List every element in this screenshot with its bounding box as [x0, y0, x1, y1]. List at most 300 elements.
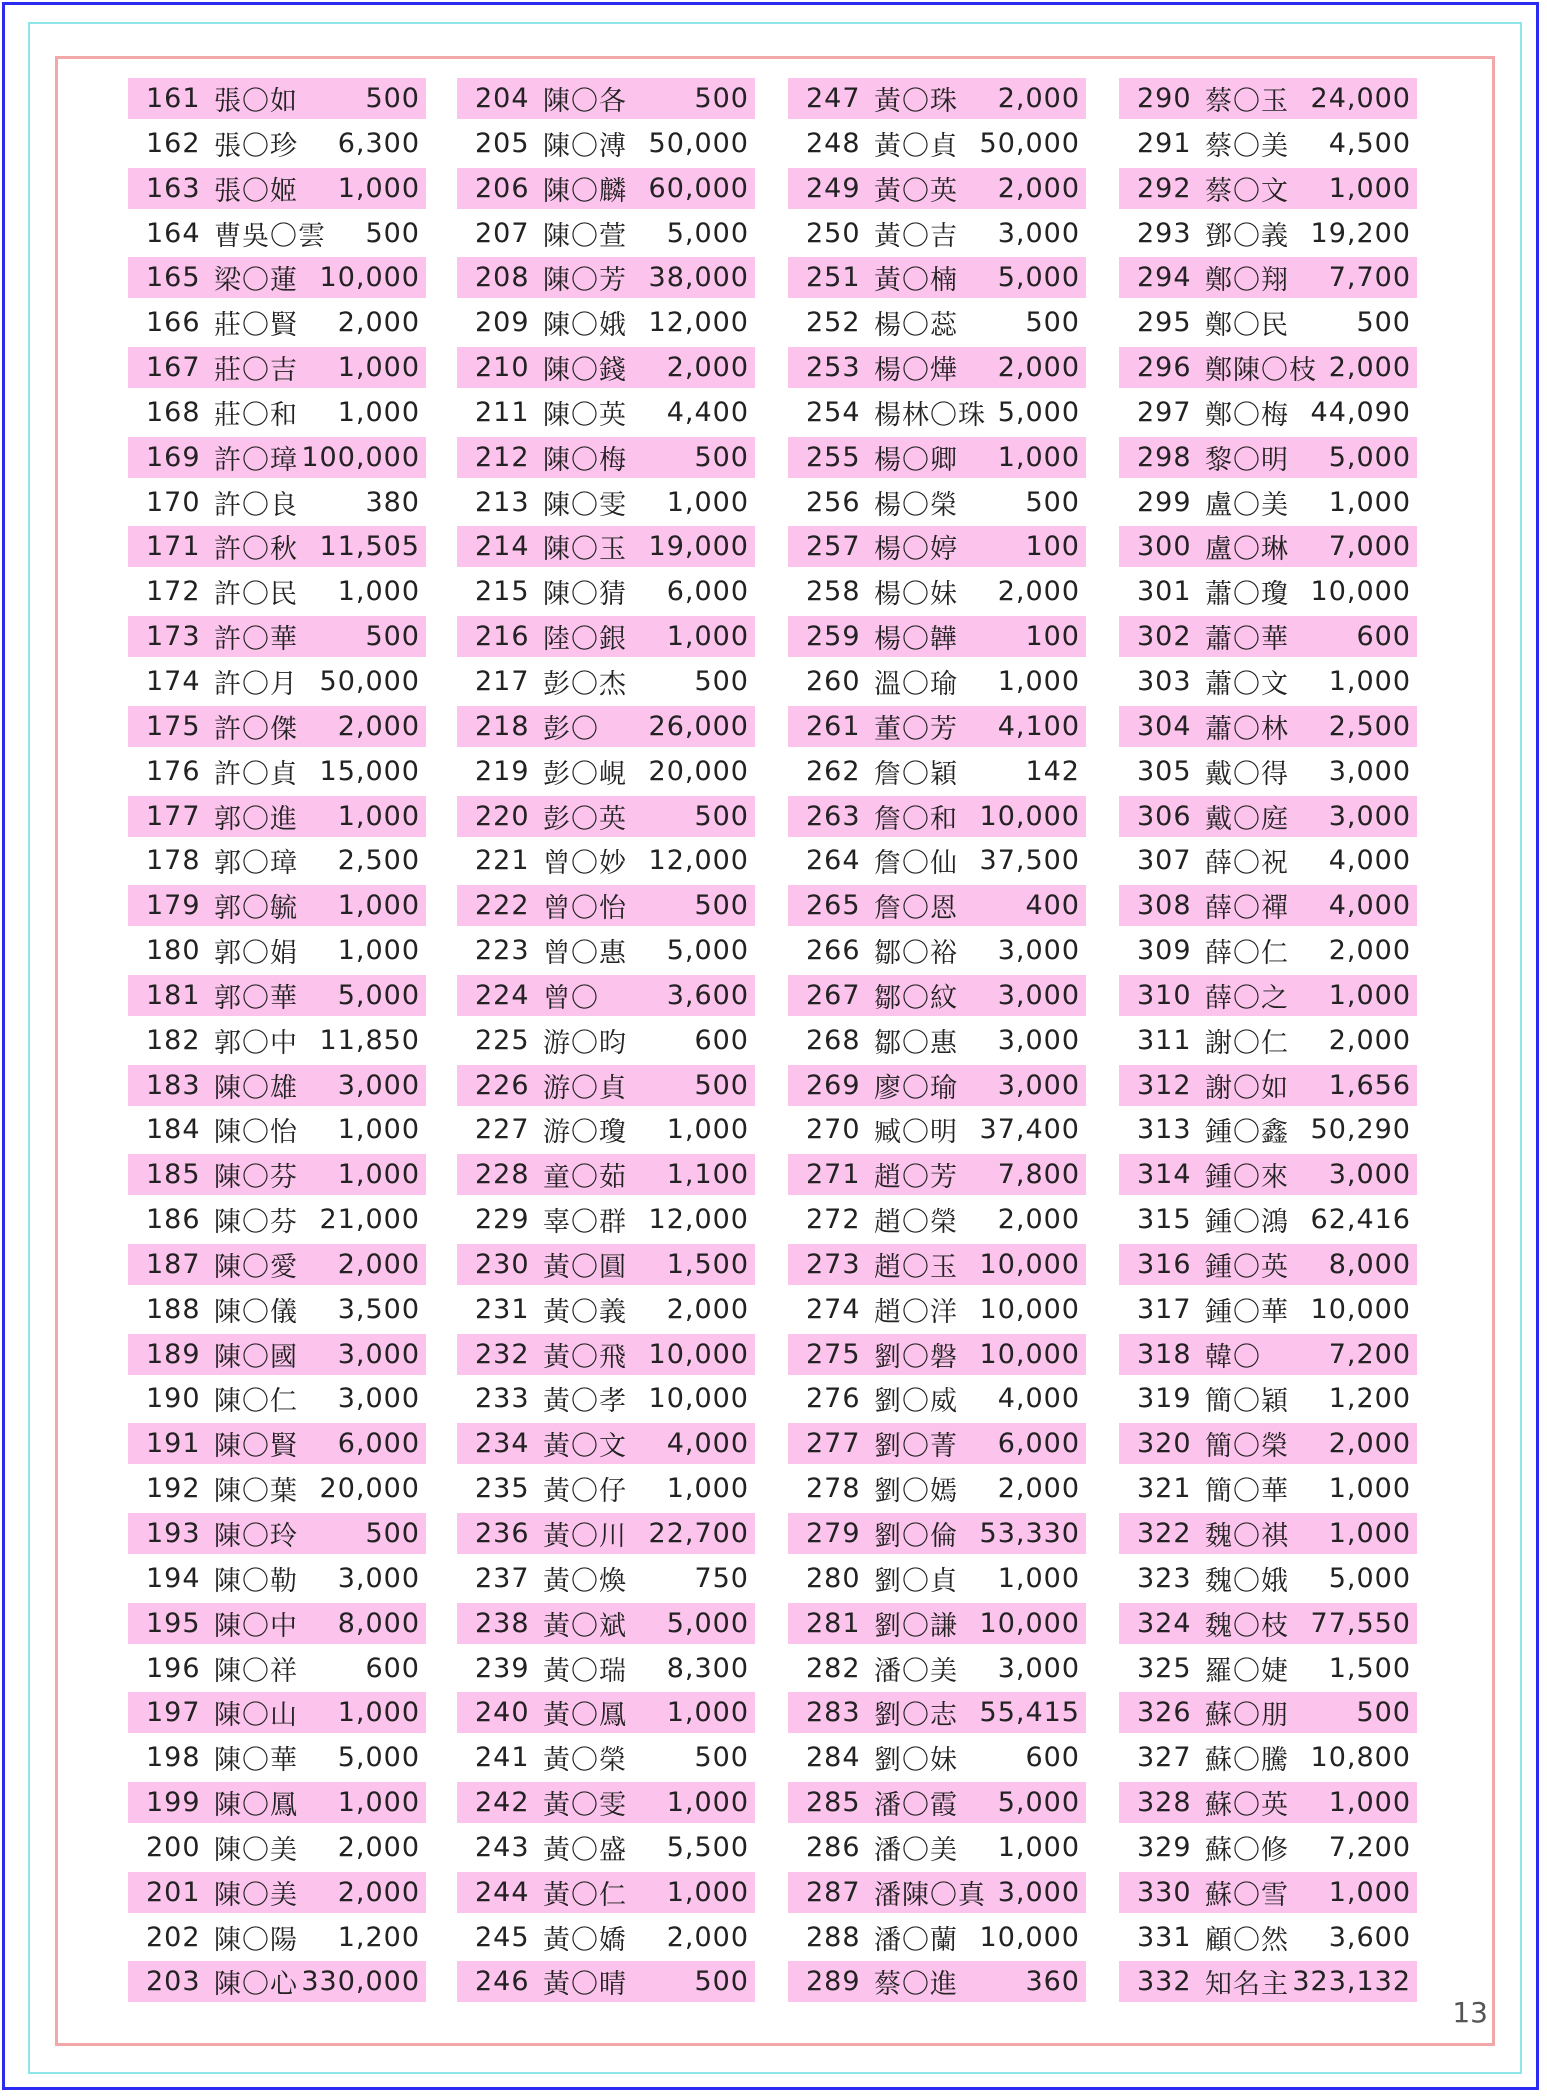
- donor-name: 薛〇禪: [1205, 893, 1289, 925]
- donor-number: 299: [1137, 486, 1192, 518]
- donor-number: 198: [146, 1742, 201, 1774]
- donation-amount: 1,000: [997, 1831, 1080, 1863]
- donor-row: [788, 1378, 1086, 1419]
- donor-row: [788, 1468, 1086, 1509]
- donor-name: 陳〇愛: [214, 1251, 298, 1283]
- donor-row: [128, 168, 426, 209]
- donor-row: [457, 751, 755, 792]
- donation-amount: 21,000: [319, 1204, 420, 1236]
- donor-row: [457, 1917, 755, 1958]
- donation-amount: 1,000: [666, 621, 749, 653]
- donation-amount: 3,000: [997, 1024, 1080, 1056]
- donor-row: [457, 392, 755, 433]
- donor-number: 193: [146, 1518, 201, 1549]
- donor-number: 312: [1137, 1069, 1192, 1101]
- donor-number: 161: [146, 83, 201, 114]
- donor-number: 298: [1137, 441, 1192, 473]
- donation-amount: 7,200: [1328, 1831, 1411, 1863]
- donor-number: 226: [475, 1069, 530, 1101]
- donor-number: 215: [475, 576, 530, 608]
- donor-number: 194: [146, 1562, 201, 1594]
- donation-amount: 7,700: [1328, 262, 1411, 294]
- donation-amount: 3,500: [337, 1293, 420, 1325]
- donor-row: [788, 1603, 1086, 1644]
- donation-amount: 4,000: [1328, 890, 1411, 922]
- donation-amount: 77,550: [1310, 1607, 1411, 1639]
- donor-row: [1119, 1558, 1417, 1599]
- donor-name: 戴〇得: [1205, 758, 1289, 790]
- donor-row: [457, 1468, 755, 1509]
- donor-name: 鄭陳〇枝: [1205, 355, 1317, 387]
- donor-row: [1119, 1782, 1417, 1823]
- donor-row: [1119, 168, 1417, 209]
- donor-row: [788, 1020, 1086, 1061]
- donor-row: [788, 796, 1086, 837]
- donation-amount: 1,200: [1328, 1383, 1411, 1415]
- donor-name: 游〇瓊: [543, 1117, 627, 1149]
- donor-row: [128, 1289, 426, 1330]
- donor-name: 楊〇卿: [874, 444, 958, 476]
- donor-number: 231: [475, 1293, 530, 1325]
- donation-amount: 330,000: [301, 1966, 420, 1998]
- donor-name: 童〇茹: [543, 1162, 627, 1194]
- donor-row: [788, 1513, 1086, 1554]
- donor-number: 304: [1137, 710, 1192, 742]
- donor-number: 290: [1137, 83, 1192, 114]
- donation-amount: 500: [365, 217, 420, 249]
- donor-row: [1119, 213, 1417, 254]
- donation-amount: 4,000: [997, 1383, 1080, 1415]
- donor-name: 楊〇妹: [874, 579, 958, 611]
- donor-row: [128, 661, 426, 702]
- donor-name: 劉〇嫣: [874, 1476, 958, 1508]
- donation-amount: 20,000: [648, 755, 749, 787]
- donor-name: 曾〇怡: [543, 893, 627, 925]
- donor-name: 郭〇璋: [214, 848, 298, 880]
- donation-amount: 38,000: [648, 262, 749, 294]
- donation-amount: 1,000: [337, 800, 420, 832]
- donor-row: [1119, 437, 1417, 478]
- donor-row: [128, 1154, 426, 1195]
- donation-amount: 50,000: [319, 665, 420, 697]
- donor-row: [1119, 885, 1417, 926]
- donor-row: [1119, 302, 1417, 343]
- donor-name: 陳〇錢: [543, 355, 627, 387]
- donor-row: [457, 885, 755, 926]
- donation-amount: 2,000: [997, 1204, 1080, 1236]
- donor-number: 166: [146, 307, 201, 339]
- donor-number: 269: [806, 1069, 861, 1101]
- donor-name: 黃〇義: [543, 1296, 627, 1328]
- donor-name: 蔡〇玉: [1205, 86, 1289, 117]
- donor-number: 256: [806, 486, 861, 518]
- donor-name: 陳〇娥: [543, 310, 627, 342]
- donor-number: 196: [146, 1652, 201, 1684]
- donor-row: [457, 1289, 755, 1330]
- donor-name: 簡〇華: [1205, 1476, 1289, 1508]
- donation-amount: 1,000: [1328, 665, 1411, 697]
- donor-row: [788, 78, 1086, 119]
- donor-row: [128, 975, 426, 1016]
- donation-amount: 8,300: [666, 1652, 749, 1684]
- donor-row: [128, 392, 426, 433]
- donation-amount: 1,000: [666, 1697, 749, 1729]
- donor-name: 郭〇華: [214, 982, 298, 1014]
- donor-name: 蔡〇文: [1205, 175, 1289, 207]
- donor-name: 陳〇玉: [543, 534, 627, 566]
- donation-amount: 5,000: [997, 262, 1080, 294]
- donor-number: 300: [1137, 531, 1192, 563]
- donation-amount: 6,000: [337, 1428, 420, 1460]
- donor-name: 黃〇吉: [874, 220, 958, 252]
- donor-number: 291: [1137, 127, 1192, 159]
- donor-row: [788, 885, 1086, 926]
- donor-number: 241: [475, 1742, 530, 1774]
- donation-amount: 2,000: [666, 1921, 749, 1953]
- donation-amount: 60,000: [648, 172, 749, 204]
- donor-number: 315: [1137, 1204, 1192, 1236]
- donor-number: 168: [146, 396, 201, 428]
- donation-amount: 50,000: [648, 127, 749, 159]
- donor-name: 游〇昀: [543, 1027, 627, 1059]
- donor-number: 162: [146, 127, 201, 159]
- donation-amount: 6,000: [997, 1428, 1080, 1460]
- donor-row: [788, 1827, 1086, 1868]
- donor-number: 199: [146, 1787, 201, 1819]
- donor-row: [128, 257, 426, 298]
- donor-number: 274: [806, 1293, 861, 1325]
- donor-number: 217: [475, 665, 530, 697]
- donor-row: [1119, 1244, 1417, 1285]
- donation-amount: 1,000: [1328, 172, 1411, 204]
- donor-number: 311: [1137, 1024, 1192, 1056]
- donation-amount: 1,000: [337, 576, 420, 608]
- donation-amount: 1,000: [666, 486, 749, 518]
- donation-amount: 19,000: [648, 531, 749, 563]
- donor-name: 陳〇雄: [214, 1072, 298, 1104]
- donor-name: 薛〇之: [1205, 982, 1289, 1014]
- donor-name: 陳〇溥: [543, 130, 627, 162]
- donation-amount: 1,000: [1328, 1473, 1411, 1505]
- donation-amount: 3,000: [337, 1338, 420, 1370]
- donation-amount: 62,416: [1310, 1204, 1411, 1236]
- donor-row: [128, 616, 426, 657]
- donor-row: [788, 1737, 1086, 1778]
- donor-name: 游〇貞: [543, 1072, 627, 1104]
- donor-row: [788, 751, 1086, 792]
- donation-amount: 500: [694, 890, 749, 922]
- donor-number: 294: [1137, 262, 1192, 294]
- donor-number: 250: [806, 217, 861, 249]
- donor-number: 314: [1137, 1159, 1192, 1191]
- donor-row: [128, 78, 426, 119]
- donor-number: 229: [475, 1204, 530, 1236]
- donation-amount: 55,415: [979, 1697, 1080, 1729]
- donor-row: [128, 1423, 426, 1464]
- donor-row: [788, 661, 1086, 702]
- donation-amount: 1,200: [337, 1921, 420, 1953]
- donor-row: [457, 302, 755, 343]
- donor-row: [1119, 1872, 1417, 1913]
- donor-number: 273: [806, 1248, 861, 1280]
- donation-amount: 1,000: [337, 396, 420, 428]
- donor-row: [1119, 1289, 1417, 1330]
- donor-number: 265: [806, 890, 861, 922]
- donation-amount: 10,000: [979, 1248, 1080, 1280]
- donation-amount: 500: [694, 1742, 749, 1774]
- donor-number: 248: [806, 127, 861, 159]
- donor-number: 292: [1137, 172, 1192, 204]
- donor-row: [1119, 975, 1417, 1016]
- donor-row: [1119, 1199, 1417, 1240]
- donor-name: 薛〇仁: [1205, 938, 1289, 970]
- donor-row: [1119, 1827, 1417, 1868]
- donor-name: 曾〇惠: [543, 938, 627, 970]
- donor-name: 知名主: [1205, 1969, 1289, 2001]
- donor-name: 鍾〇華: [1205, 1296, 1289, 1328]
- donor-row: [457, 571, 755, 612]
- donor-row: [457, 1603, 755, 1644]
- donor-number: 232: [475, 1338, 530, 1370]
- donor-row: [788, 1917, 1086, 1958]
- donor-row: [128, 437, 426, 478]
- donation-amount: 2,500: [1328, 710, 1411, 742]
- donor-name: 辜〇群: [543, 1207, 627, 1239]
- donor-row: [457, 930, 755, 971]
- donation-amount: 22,700: [648, 1518, 749, 1549]
- donor-row: [788, 1558, 1086, 1599]
- donor-name: 鄒〇惠: [874, 1027, 958, 1059]
- donor-name: 陳〇鳳: [214, 1790, 298, 1822]
- donation-amount: 500: [694, 800, 749, 832]
- donor-number: 331: [1137, 1921, 1192, 1953]
- donation-amount: 1,500: [666, 1248, 749, 1280]
- donation-amount: 7,200: [1328, 1338, 1411, 1370]
- donor-name: 臧〇明: [874, 1117, 958, 1149]
- donor-row: [1119, 616, 1417, 657]
- donor-name: 許〇貞: [214, 758, 298, 790]
- donation-amount: 5,000: [337, 979, 420, 1011]
- donor-name: 蕭〇文: [1205, 668, 1289, 700]
- donation-amount: 2,000: [337, 307, 420, 339]
- donor-name: 楊〇婷: [874, 534, 958, 566]
- donor-name: 陳〇雯: [543, 489, 627, 521]
- donor-name: 鄭〇翔: [1205, 265, 1289, 297]
- donor-name: 魏〇祺: [1205, 1521, 1289, 1552]
- donor-name: 楊〇韡: [874, 624, 958, 656]
- donor-number: 235: [475, 1473, 530, 1505]
- donation-amount: 1,000: [1328, 1876, 1411, 1908]
- donor-number: 221: [475, 845, 530, 877]
- donor-row: [457, 78, 755, 119]
- donor-number: 275: [806, 1338, 861, 1370]
- donor-number: 251: [806, 262, 861, 294]
- donor-row: [1119, 1154, 1417, 1195]
- donor-number: 301: [1137, 576, 1192, 608]
- donation-amount: 2,000: [666, 1293, 749, 1325]
- donation-amount: 2,000: [997, 1473, 1080, 1505]
- donor-number: 171: [146, 531, 201, 563]
- donor-number: 236: [475, 1518, 530, 1549]
- donor-row: [788, 571, 1086, 612]
- donation-amount: 3,600: [666, 979, 749, 1011]
- donor-row: [457, 1513, 755, 1554]
- donor-number: 281: [806, 1607, 861, 1639]
- donor-name: 潘陳〇真: [874, 1879, 986, 1911]
- donation-amount: 2,000: [337, 1248, 420, 1280]
- donor-name: 劉〇貞: [874, 1565, 958, 1597]
- donor-name: 郭〇進: [214, 803, 298, 835]
- donor-name: 陳〇芬: [214, 1162, 298, 1194]
- donor-row: [128, 571, 426, 612]
- donor-row: [128, 1872, 426, 1913]
- donor-number: 208: [475, 262, 530, 294]
- donation-amount: 5,000: [666, 217, 749, 249]
- donor-number: 164: [146, 217, 201, 249]
- donor-number: 261: [806, 710, 861, 742]
- donor-number: 192: [146, 1473, 201, 1505]
- donor-row: [788, 1782, 1086, 1823]
- donor-name: 梁〇蓮: [214, 265, 298, 297]
- donor-number: 258: [806, 576, 861, 608]
- donor-name: 魏〇枝: [1205, 1610, 1289, 1642]
- donation-amount: 1,000: [337, 1697, 420, 1729]
- donor-name: 潘〇美: [874, 1655, 958, 1687]
- donation-amount: 15,000: [319, 755, 420, 787]
- donation-amount: 750: [694, 1562, 749, 1594]
- donor-row: [788, 168, 1086, 209]
- donor-row: [457, 1109, 755, 1150]
- donor-row: [1119, 1648, 1417, 1689]
- donor-name: 謝〇如: [1205, 1072, 1289, 1104]
- donation-amount: 3,000: [997, 979, 1080, 1011]
- donor-row: [788, 213, 1086, 254]
- donor-name: 張〇如: [214, 86, 298, 117]
- donation-amount: 5,000: [666, 1607, 749, 1639]
- donor-row: [128, 706, 426, 747]
- donor-number: 303: [1137, 665, 1192, 697]
- donor-name: 顧〇然: [1205, 1924, 1289, 1956]
- donor-name: 鄭〇民: [1205, 310, 1289, 342]
- donor-name: 陳〇芳: [543, 265, 627, 297]
- donor-row: [128, 526, 426, 567]
- donor-row: [788, 257, 1086, 298]
- donor-number: 238: [475, 1607, 530, 1639]
- donation-amount: 1,500: [1328, 1652, 1411, 1684]
- donor-name: 陳〇芬: [214, 1207, 298, 1239]
- donation-amount: 10,800: [1310, 1742, 1411, 1774]
- donor-number: 214: [475, 531, 530, 563]
- donor-row: [128, 1109, 426, 1150]
- donation-amount: 1,000: [337, 1787, 420, 1819]
- donation-amount: 500: [1356, 1697, 1411, 1729]
- donor-number: 234: [475, 1428, 530, 1460]
- donor-number: 271: [806, 1159, 861, 1191]
- donor-number: 264: [806, 845, 861, 877]
- donor-row: [457, 616, 755, 657]
- donation-amount: 12,000: [648, 307, 749, 339]
- donor-number: 176: [146, 755, 201, 787]
- donation-amount: 1,000: [337, 352, 420, 384]
- donor-name: 盧〇琳: [1205, 534, 1289, 566]
- donor-number: 184: [146, 1114, 201, 1146]
- donation-amount: 10,000: [1310, 576, 1411, 608]
- donor-name: 蕭〇瓊: [1205, 579, 1289, 611]
- donor-row: [128, 1692, 426, 1733]
- donor-row: [128, 1020, 426, 1061]
- donor-row: [128, 1737, 426, 1778]
- donor-number: 169: [146, 441, 201, 473]
- donor-row: [788, 482, 1086, 523]
- donor-name: 黃〇川: [543, 1521, 627, 1552]
- donation-amount: 2,000: [1328, 1428, 1411, 1460]
- donor-row: [457, 1872, 755, 1913]
- donation-amount: 500: [1356, 307, 1411, 339]
- donor-row: [788, 1065, 1086, 1106]
- donor-number: 324: [1137, 1607, 1192, 1639]
- donation-amount: 500: [694, 665, 749, 697]
- donor-row: [457, 482, 755, 523]
- donor-name: 郭〇娟: [214, 938, 298, 970]
- donor-number: 244: [475, 1876, 530, 1908]
- donor-number: 191: [146, 1428, 201, 1460]
- donor-row: [128, 1334, 426, 1375]
- donor-name: 楊林〇珠: [874, 399, 986, 431]
- donor-name: 蘇〇雪: [1205, 1879, 1289, 1911]
- donor-row: [457, 975, 755, 1016]
- donor-row: [128, 123, 426, 164]
- donation-amount: 11,505: [319, 531, 420, 563]
- donor-row: [128, 1782, 426, 1823]
- donation-amount: 8,000: [1328, 1248, 1411, 1280]
- donor-number: 252: [806, 307, 861, 339]
- donor-row: [1119, 482, 1417, 523]
- donor-number: 243: [475, 1831, 530, 1863]
- donor-name: 黃〇飛: [543, 1341, 627, 1373]
- donor-row: [788, 1154, 1086, 1195]
- donor-number: 272: [806, 1204, 861, 1236]
- donor-number: 206: [475, 172, 530, 204]
- donor-name: 陳〇怡: [214, 1117, 298, 1149]
- donation-amount: 7,800: [997, 1159, 1080, 1191]
- donor-name: 潘〇蘭: [874, 1924, 958, 1956]
- donor-row: [128, 1199, 426, 1240]
- donor-row: [1119, 796, 1417, 837]
- donation-amount: 600: [1356, 621, 1411, 653]
- donor-number: 247: [806, 83, 861, 114]
- donation-amount: 5,000: [1328, 441, 1411, 473]
- donation-amount: 5,000: [666, 935, 749, 967]
- donor-row: [788, 437, 1086, 478]
- donor-number: 279: [806, 1518, 861, 1549]
- donor-number: 165: [146, 262, 201, 294]
- donor-row: [128, 1648, 426, 1689]
- donor-row: [457, 213, 755, 254]
- donor-number: 278: [806, 1473, 861, 1505]
- donation-amount: 10,000: [1310, 1293, 1411, 1325]
- donor-name: 陸〇銀: [543, 624, 627, 656]
- donor-name: 曹吳〇雲: [214, 220, 326, 252]
- donation-amount: 500: [365, 83, 420, 114]
- donation-amount: 44,090: [1310, 396, 1411, 428]
- donor-number: 174: [146, 665, 201, 697]
- donor-row: [128, 1917, 426, 1958]
- donation-amount: 2,000: [1328, 352, 1411, 384]
- donor-row: [457, 1423, 755, 1464]
- donation-amount: 10,000: [979, 1921, 1080, 1953]
- donor-number: 170: [146, 486, 201, 518]
- donor-number: 209: [475, 307, 530, 339]
